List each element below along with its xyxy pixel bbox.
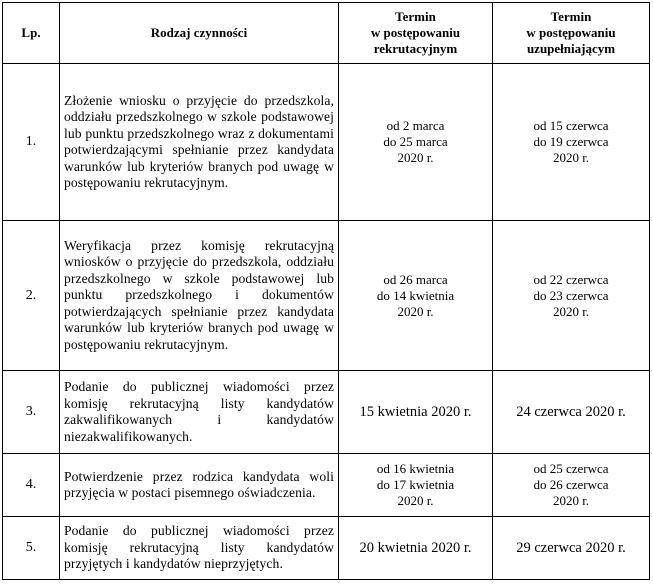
header-row bbox=[3, 3, 650, 64]
table-row bbox=[3, 517, 650, 580]
date-line: od 25 czerwca bbox=[533, 461, 609, 476]
date-line: 20 kwietnia 2020 r. bbox=[359, 540, 472, 556]
header-line: Termin bbox=[550, 9, 592, 24]
activity-description: Weryfikacja przez komisję rekrutacyjną wniosków o przyjęcie do przedszkola, oddziału przedszkolnego w szkole podstawowej lub punktu przedszkolnego i dokumentów potwierdzających spełnianie przez kandydata warunków lub kryteriów branych pod uwagę w postępowaniu rekrutacyjnym. bbox=[60, 221, 339, 371]
table-row bbox=[3, 221, 650, 371]
header-activity: Rodzaj czynności bbox=[60, 3, 339, 64]
activity-description: Podanie do publicznej wiadomości przez komisję rekrutacyjną listy kandydatów przyjętych i kandydatów nieprzyjętych. bbox=[60, 517, 339, 580]
table-row bbox=[3, 454, 650, 517]
date-line: do 14 kwietnia bbox=[376, 287, 455, 303]
row-number: 2. bbox=[3, 221, 60, 371]
date-line: 24 czerwca 2020 r. bbox=[516, 404, 626, 420]
date-line: 2020 r. bbox=[552, 303, 590, 319]
recruitment-date bbox=[339, 454, 493, 517]
date-line: od 26 marca bbox=[383, 271, 448, 287]
activity-description: Potwierdzenie przez rodzica kandydata woli przyjęcia w postaci pisemnego oświadczenia. bbox=[60, 454, 339, 517]
table-row bbox=[3, 371, 650, 454]
date-line: do 26 czerwca bbox=[533, 477, 609, 492]
date-line: do 19 czerwca bbox=[533, 134, 609, 149]
table-row bbox=[3, 64, 650, 221]
row-number: 1. bbox=[3, 64, 60, 221]
date-line: 2020 r. bbox=[552, 150, 590, 165]
header-line: rekrutacyjnym bbox=[373, 41, 458, 56]
row-number: 3. bbox=[3, 371, 60, 454]
date-line: od 16 kwietnia bbox=[376, 461, 455, 476]
recruitment-date bbox=[339, 371, 493, 454]
supplementary-date bbox=[493, 221, 650, 371]
date-line: do 17 kwietnia bbox=[376, 477, 455, 492]
activity-description: Podanie do publicznej wiadomości przez komisję rekrutacyjną listy kandydatów zakwalifikowanych i kandydatów niezakwalifikowanych. bbox=[60, 371, 339, 454]
date-line: od 22 czerwca bbox=[533, 271, 609, 287]
header-line: uzupełniającym bbox=[526, 41, 616, 56]
supplementary-date bbox=[493, 517, 650, 580]
header-lp: Lp. bbox=[3, 3, 60, 64]
date-line: 29 czerwca 2020 r. bbox=[516, 540, 626, 556]
date-line: od 2 marca bbox=[386, 118, 445, 133]
date-line: 2020 r. bbox=[397, 493, 434, 508]
date-line: 2020 r. bbox=[397, 303, 434, 319]
date-line: 2020 r. bbox=[397, 150, 434, 165]
row-number: 5. bbox=[3, 517, 60, 580]
date-line: 2020 r. bbox=[552, 493, 590, 508]
header-line: w postępowaniu bbox=[370, 25, 461, 40]
date-line: do 25 marca bbox=[383, 134, 448, 149]
header-line: Termin bbox=[395, 9, 436, 24]
date-line: do 23 czerwca bbox=[533, 287, 609, 303]
header-line: w postępowaniu bbox=[526, 25, 616, 40]
recruitment-date bbox=[339, 517, 493, 580]
date-line: od 15 czerwca bbox=[533, 118, 609, 133]
supplementary-date bbox=[493, 454, 650, 517]
header-supplementary-term bbox=[493, 3, 650, 64]
schedule-table bbox=[2, 2, 650, 580]
date-line: 15 kwietnia 2020 r. bbox=[359, 404, 472, 420]
recruitment-date bbox=[339, 221, 493, 371]
activity-description: Złożenie wniosku o przyjęcie do przedszkola, oddziału przedszkolnego w szkole podstawowej lub punktu przedszkolnego wraz z dokumentami potwierdzającymi spełnianie przez kandydata warunków lub kryteriów branych pod uwagę w postępowaniu rekrutacyjnym. bbox=[60, 64, 339, 221]
recruitment-date bbox=[339, 64, 493, 221]
supplementary-date bbox=[493, 64, 650, 221]
header-recruitment-term bbox=[339, 3, 493, 64]
supplementary-date bbox=[493, 371, 650, 454]
row-number: 4. bbox=[3, 454, 60, 517]
